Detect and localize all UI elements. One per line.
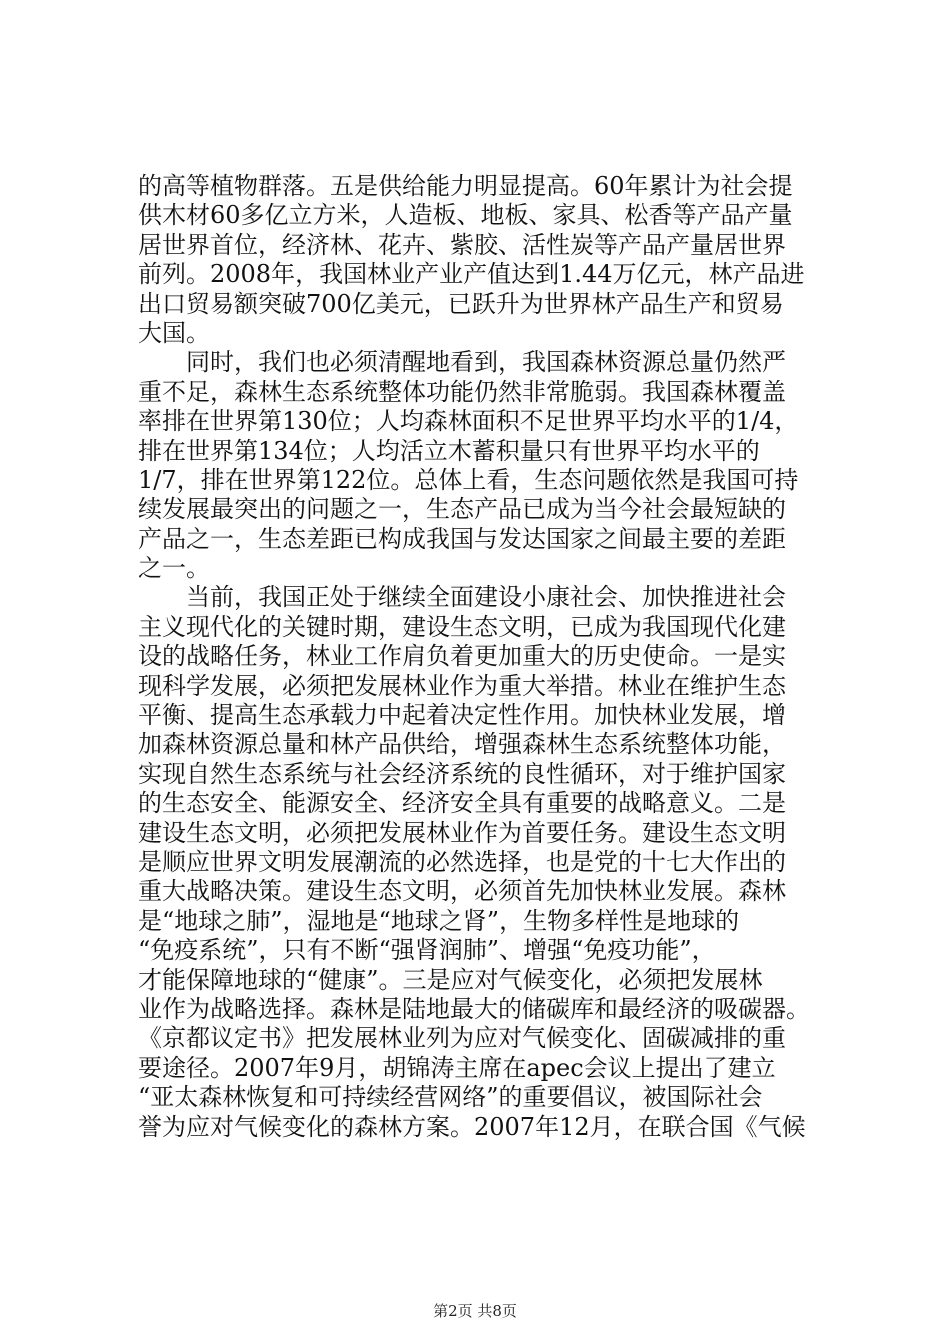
text-line: 《京都议定书》把发展林业列为应对气候变化、固碳减排的重: [138, 1024, 786, 1053]
text-line: 要途径。2007年9月，胡锦涛主席在apec会议上提出了建立: [138, 1053, 776, 1082]
text-line: 的高等植物群落。五是供给能力明显提高。60年累计为社会提: [138, 172, 793, 200]
text-line: “亚太森林恢复和可持续经营网络”的重要倡议，被国际社会: [138, 1083, 763, 1112]
text-line: 率排在世界第130位；人均森林面积不足世界平均水平的1/4，: [138, 407, 799, 436]
text-line: 重不足，森林生态系统整体功能仍然非常脆弱。我国森林覆盖: [138, 377, 786, 406]
text-line: 是“地球之肺”，湿地是“地球之肾”，生物多样性是地球的: [138, 906, 740, 935]
text-line: 当前，我国正处于继续全面建设小康社会、加快推进社会: [138, 583, 786, 612]
text-line: 居世界首位，经济林、花卉、紫胶、活性炭等产品产量居世界: [138, 230, 786, 259]
text-line: 主义现代化的关键时期，建设生态文明，已成为我国现代化建: [138, 612, 786, 641]
text-line: 的生态安全、能源安全、经济安全具有重要的战略意义。二是: [138, 789, 786, 818]
text-line: 建设生态文明，必须把发展林业作为首要任务。建设生态文明: [138, 818, 786, 847]
text-line: 出口贸易额突破700亿美元，已跃升为世界林产品生产和贸易: [138, 289, 784, 318]
text-line: 重大战略决策。建设生态文明，必须首先加快林业发展。森林: [138, 877, 786, 906]
text-line: 供木材60多亿立方米，人造板、地板、家具、松香等产品产量: [138, 201, 793, 230]
text-line: 加森林资源总量和林产品供给，增强森林生态系统整体功能，: [138, 730, 786, 759]
text-line: 排在世界第134位；人均活立木蓄积量只有世界平均水平的: [138, 436, 760, 465]
text-line: 续发展最突出的问题之一，生态产品已成为当今社会最短缺的: [138, 495, 786, 524]
text-line: 平衡、提高生态承载力中起着决定性作用。加快林业发展，增: [138, 701, 786, 730]
text-line: 是顺应世界文明发展潮流的必然选择，也是党的十七大作出的: [138, 847, 786, 876]
text-line: 之一。: [138, 554, 210, 583]
text-line: 同时，我们也必须清醒地看到，我国森林资源总量仍然严: [138, 348, 786, 377]
text-line: 1/7，排在世界第122位。总体上看，生态问题依然是我国可持: [138, 465, 799, 494]
text-line: 大国。: [138, 318, 210, 347]
text-line: 现科学发展，必须把发展林业作为重大举措。林业在维护生态: [138, 671, 786, 700]
text-line: 前列。2008年，我国林业产业产值达到1.44万亿元，林产品进: [138, 260, 805, 289]
text-line: “免疫系统”，只有不断“强肾润肺”、增强“免疫功能”，: [138, 936, 716, 965]
text-line: 才能保障地球的“健康”。三是应对气候变化，必须把发展林: [138, 965, 763, 994]
text-line: 誉为应对气候变化的森林方案。2007年12月，在联合国《气候: [138, 1112, 806, 1141]
text-line: 设的战略任务，林业工作肩负着更加重大的历史使命。一是实: [138, 642, 786, 671]
body-text: [138, 172, 834, 1142]
text-line: 产品之一，生态差距已构成我国与发达国家之间最主要的差距: [138, 524, 786, 553]
text-line: 业作为战略选择。森林是陆地最大的储碳库和最经济的吸碳器。: [138, 994, 810, 1023]
text-line: 实现自然生态系统与社会经济系统的良性循环，对于维护国家: [138, 759, 786, 788]
page-footer: 第2页 共8页: [433, 1302, 517, 1320]
